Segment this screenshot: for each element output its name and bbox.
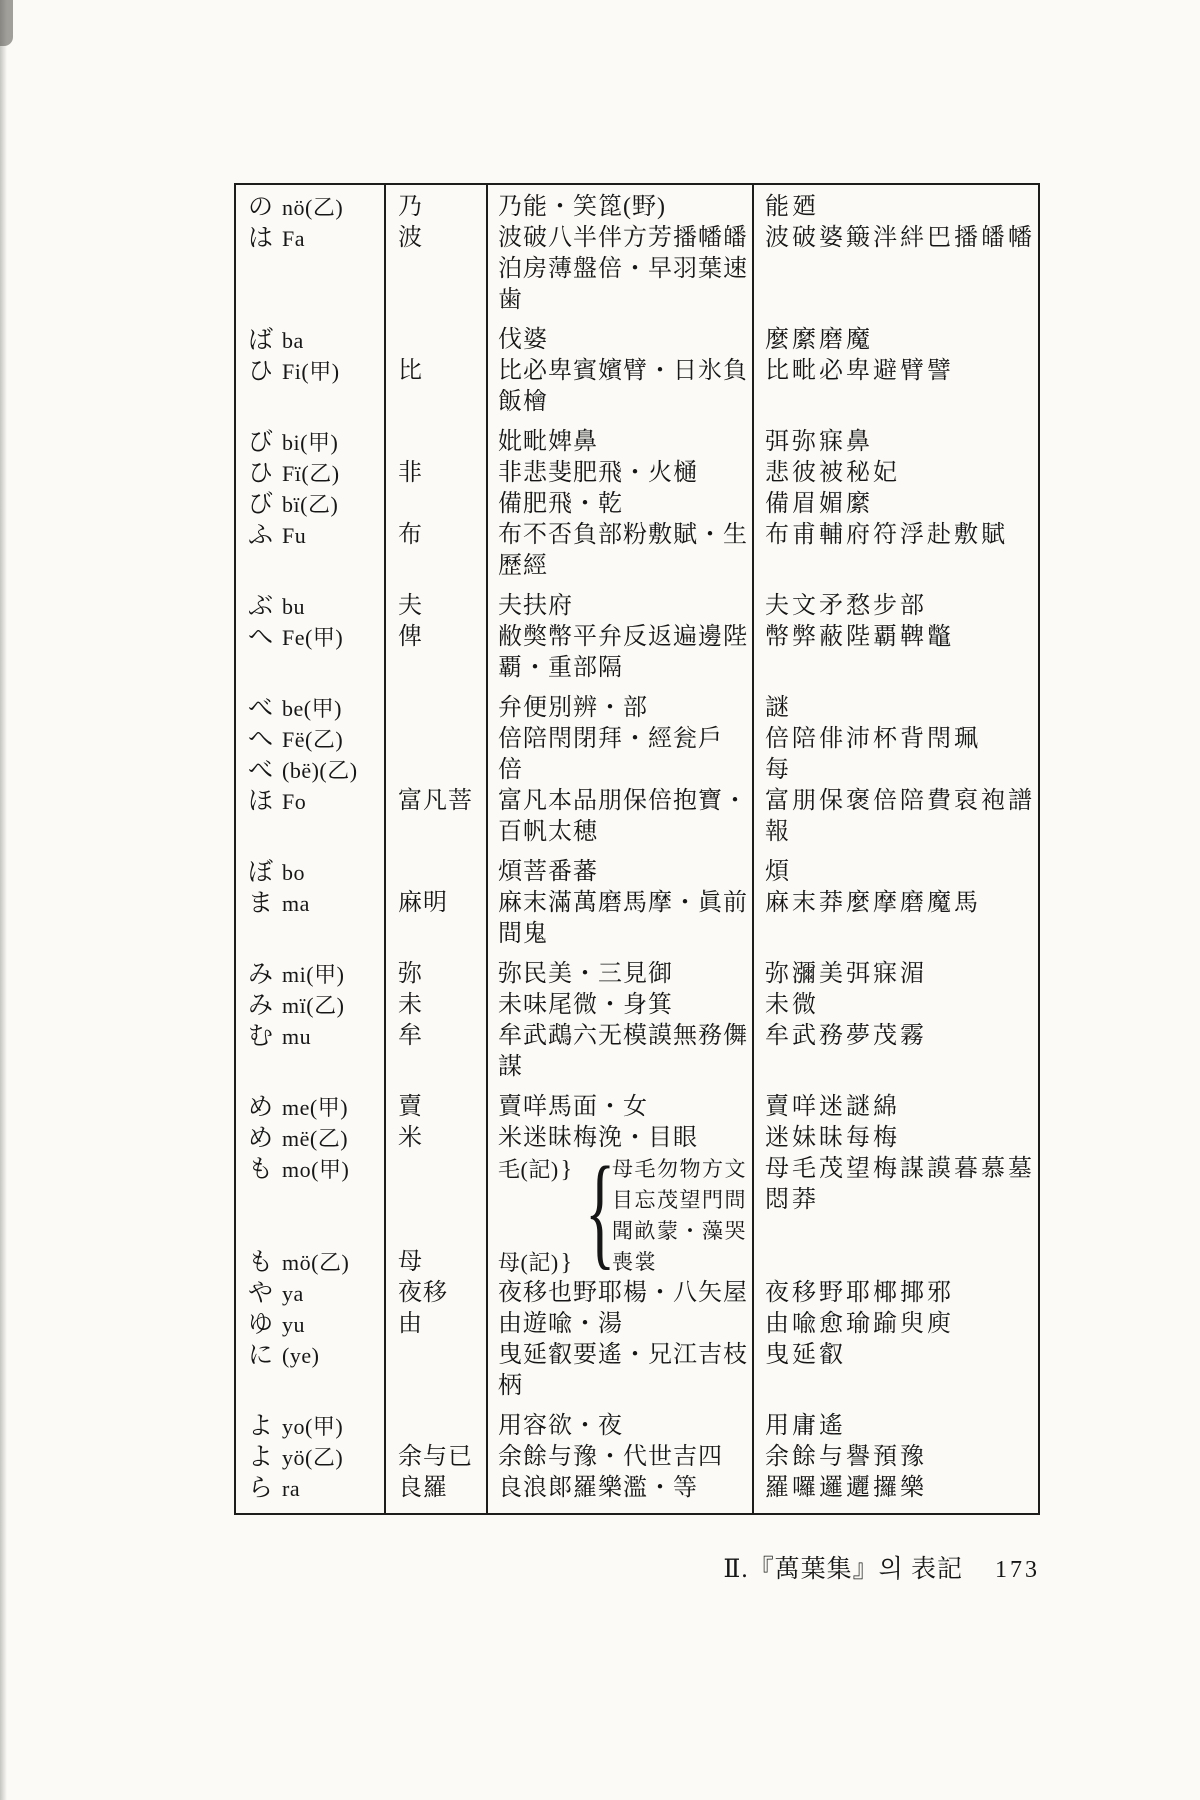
kana-label: む	[248, 1023, 274, 1050]
manyogana-list-cell: 曳延叡要遙・兄江吉枝柄	[498, 1342, 748, 1399]
kana-cell	[248, 591, 305, 625]
manyogana-list-cell: 夜移也野耶楊・八矢屋	[498, 1280, 748, 1306]
kana-cell	[248, 1278, 304, 1312]
shoki-chars-cell: 弥瀰美弭寐湄	[765, 961, 927, 987]
source-chars-cell: 非	[398, 460, 423, 486]
romanization-label: yö(乙)	[282, 1445, 344, 1470]
manyogana-list-cell: 未味尾微・身箕	[498, 992, 673, 1018]
kana-cell	[248, 427, 338, 461]
table-row	[234, 1473, 1040, 1504]
shoki-chars-cell: 麻末莽麼摩磨魔馬	[765, 890, 981, 916]
kana-label: ぼ	[248, 859, 274, 886]
manyogana-list-cell: 倍陪閇閉拜・經瓮戶	[498, 726, 723, 752]
table-row	[234, 755, 1040, 786]
kana-cell	[248, 1092, 348, 1126]
romanization-label: me(甲)	[282, 1095, 349, 1120]
shoki-chars-cell: 富朋保褒倍陪費裒袍譜報	[765, 788, 1035, 845]
shoki-chars-cell: 迷妹昧每梅	[765, 1125, 900, 1151]
kana-cell	[248, 959, 344, 993]
kana-label: や	[248, 1280, 274, 1307]
table-row	[234, 857, 1040, 888]
manyogana-list-cell: 由遊喩・湯	[498, 1311, 623, 1337]
table-row	[234, 1142, 1040, 1281]
kana-label: よ	[248, 1444, 274, 1471]
shoki-chars-cell: 每	[765, 757, 792, 783]
kana-label: べ	[248, 695, 274, 722]
source-chars-cell: 俾	[398, 624, 423, 650]
kana-cell	[248, 755, 358, 789]
kana-cell	[248, 356, 340, 390]
source-chars-cell: 富凡菩	[398, 788, 473, 814]
kana-label: ゆ	[248, 1311, 274, 1338]
manyogana-list-cell: 布不否負部粉敷賦・生歷經	[498, 522, 748, 579]
kana-cell	[248, 192, 343, 226]
manyogana-table	[234, 183, 1040, 1515]
table-row	[234, 489, 1040, 520]
kana-label: ぶ	[248, 593, 274, 620]
manyogana-list-cell: 良浪郞羅樂濫・等	[498, 1475, 698, 1501]
shoki-chars-cell: 波破婆簸泮絆巴播皤幡	[765, 225, 1035, 251]
kana-label: ま	[248, 890, 274, 917]
romanization-label: Fë(乙)	[282, 727, 344, 752]
table-row	[234, 1278, 1040, 1309]
source-chars-cell: 未	[398, 992, 423, 1018]
table-row	[234, 1411, 1040, 1442]
shoki-chars-cell: 曳延叡	[765, 1342, 846, 1368]
table-row	[234, 427, 1040, 458]
manyogana-list-cell: 倍	[498, 757, 523, 783]
scan-corner-artifact	[0, 0, 13, 46]
kana-cell	[248, 1247, 349, 1281]
romanization-label: Fu	[282, 523, 307, 548]
kana-cell	[248, 458, 340, 492]
shoki-chars-cell: 弭弥寐鼻	[765, 429, 873, 455]
shoki-chars-cell: 余餘与譽預豫	[765, 1444, 927, 1470]
source-chars-cell: 夫	[398, 593, 423, 619]
kana-label: め	[248, 1125, 274, 1152]
kana-label: ひ	[248, 358, 274, 385]
source-chars-cell: 波	[398, 225, 423, 251]
kana-label: び	[248, 429, 274, 456]
romanization-label: Fï(乙)	[282, 461, 340, 486]
manyogana-list-cell: 伐婆	[498, 327, 548, 353]
shoki-chars-cell: 未微	[765, 992, 819, 1018]
table-row	[234, 888, 1040, 950]
table-row	[234, 1123, 1040, 1154]
manyogana-list-cell: 敝獘幣平弁反返遍邊陛覇・重部隔	[498, 624, 748, 681]
romanization-label: mï(乙)	[282, 993, 345, 1018]
table-row	[234, 223, 1040, 316]
manyogana-list-cell: 用容欲・夜	[498, 1413, 623, 1439]
manyogana-list-cell: 備肥飛・乾	[498, 491, 623, 517]
manyogana-list-cell: 非悲斐肥飛・火樋	[498, 460, 698, 486]
kana-label: め	[248, 1094, 274, 1121]
manyogana-list-cell: 波破八半伴方芳播幡皤泊房薄盤倍・早羽葉速歯	[498, 225, 748, 313]
kana-label: は	[248, 225, 274, 252]
table-row	[234, 622, 1040, 684]
source-chars-cell: 比	[398, 358, 423, 384]
manyogana-list-cell: 夫扶府	[498, 593, 573, 619]
table-row	[234, 325, 1040, 356]
romanization-label: ya	[282, 1281, 304, 1306]
kana-cell	[248, 693, 342, 727]
romanization-label: bi(甲)	[282, 430, 339, 455]
shared-manyogana-list: 母毛勿物方文目忘茂望門問聞畝蒙・藻哭喪裳	[612, 1157, 747, 1274]
kana-label: も	[248, 1156, 274, 1183]
romanization-label: ba	[282, 328, 304, 353]
table-row	[234, 1309, 1040, 1340]
romanization-label: bo	[282, 860, 306, 885]
scan-edge-artifact	[0, 0, 7, 1800]
shoki-chars-cell: 用庸遙	[765, 1413, 846, 1439]
shoki-chars-cell: 布甫輔府符浮赴敷賦	[765, 522, 1008, 548]
table-row	[234, 356, 1040, 418]
table-row	[234, 990, 1040, 1021]
romanization-label: ra	[282, 1476, 301, 1501]
kana-cell	[248, 857, 305, 891]
closing-brace: }	[560, 1157, 573, 1183]
kana-label: よ	[248, 1413, 274, 1440]
romanization-label: yu	[282, 1312, 306, 1337]
table-row	[234, 786, 1040, 848]
kana-label: み	[248, 961, 274, 988]
romanization-label: bu	[282, 594, 306, 619]
manyogana-list-cell: 乃能・笑箆(野)	[498, 194, 666, 220]
kana-label: ば	[248, 327, 274, 354]
source-chars-cell: 米	[398, 1125, 423, 1151]
romanization-label: be(甲)	[282, 696, 342, 721]
shoki-chars-cell: 夫文矛愗步部	[765, 593, 927, 619]
romanization-label: më(乙)	[282, 1126, 349, 1151]
kana-cell	[248, 990, 344, 1024]
kana-label: び	[248, 491, 274, 518]
table-row	[234, 693, 1040, 724]
shoki-chars-cell: 倍陪俳沛杯背閇珮	[765, 726, 981, 752]
shoki-chars-cell: 賣咩迷謎綿	[765, 1094, 900, 1120]
romanization-label: Fe(甲)	[282, 625, 344, 650]
manyogana-list-cell: 余餘与豫・代世吉四	[498, 1444, 723, 1470]
kana-label: に	[248, 1342, 274, 1369]
table-row	[234, 591, 1040, 622]
record-label-bottom: 母(記)}	[498, 1250, 573, 1276]
shoki-chars-cell: 煩	[765, 859, 792, 885]
source-chars-cell: 余与已	[398, 1444, 473, 1470]
manyogana-list-cell: 米迷昧梅浼・目眼	[498, 1125, 698, 1151]
kana-cell	[248, 1309, 305, 1343]
manyogana-list-cell: 煩菩番蕃	[498, 859, 598, 885]
kana-label: ふ	[248, 522, 274, 549]
footer-section-number: Ⅱ.	[723, 1556, 749, 1583]
table-row	[234, 192, 1040, 223]
source-chars-cell: 弥	[398, 961, 423, 987]
table-row	[234, 1021, 1040, 1083]
shoki-chars-cell: 備眉媚縻	[765, 491, 873, 517]
kana-cell	[248, 1473, 300, 1507]
kana-cell	[248, 1154, 349, 1188]
shoki-chars-cell: 牟武務夢茂霧	[765, 1023, 927, 1049]
romanization-label: yo(甲)	[282, 1414, 344, 1439]
romanization-label: Fi(甲)	[282, 359, 340, 384]
manyogana-list-cell: 賣咩馬面・女	[498, 1094, 648, 1120]
manyogana-list-cell: 麻末滿萬磨馬摩・眞前間鬼	[498, 890, 748, 947]
shoki-chars-cell: 幣弊蔽陛覇鞞鼈	[765, 624, 954, 650]
table-row	[234, 724, 1040, 755]
shoki-chars-cell: 比毗必卑避臂譬	[765, 358, 954, 384]
kana-cell	[248, 1021, 311, 1055]
source-chars-cell: 由	[398, 1311, 423, 1337]
manyogana-list-cell: 比必卑賓嬪臂・日氷負飯檜	[498, 358, 748, 415]
romanization-label: mo(甲)	[282, 1157, 350, 1182]
shoki-chars-cell: 悲彼被秘妃	[765, 460, 900, 486]
romanization-label: (ye)	[282, 1343, 320, 1368]
kana-cell	[248, 724, 343, 758]
kana-label: ひ	[248, 460, 274, 487]
table-row	[234, 520, 1040, 582]
kana-cell	[248, 786, 306, 820]
group-brace: {	[585, 1142, 616, 1281]
kana-label: ら	[248, 1475, 274, 1502]
manyogana-list-cell: 妣毗婢鼻	[498, 429, 598, 455]
kana-label: へ	[248, 624, 274, 651]
table-row	[234, 1340, 1040, 1402]
kana-cell	[248, 223, 305, 257]
page-footer	[234, 1549, 1040, 1585]
shoki-chars-cell: 由喩愈瑜踰臾庾	[765, 1311, 954, 1337]
romanization-label: mö(乙)	[282, 1250, 350, 1275]
romanization-label: nö(乙)	[282, 195, 344, 220]
record-label-top: 毛(記)}	[498, 1157, 573, 1183]
romanization-label: ma	[282, 891, 310, 916]
source-chars-cell: 布	[398, 522, 423, 548]
romanization-label: Fa	[282, 226, 306, 251]
source-chars-cell: 賣	[398, 1094, 423, 1120]
source-chars-cell: 麻明	[398, 890, 448, 916]
manyogana-list-cell: 富凡本品朋保倍抱寶・百帆太穂	[498, 788, 748, 845]
romanization-label: mi(甲)	[282, 962, 345, 987]
kana-label: み	[248, 992, 274, 1019]
romanization-label: bï(乙)	[282, 492, 339, 517]
manyogana-list-cell: 弥民美・三見御	[498, 961, 673, 987]
table-row	[234, 959, 1040, 990]
manyogana-list-cell: 牟武鵡六无模謨無務儛謀	[498, 1023, 748, 1080]
kana-cell	[248, 1123, 348, 1157]
kana-cell	[248, 1442, 343, 1476]
shoki-chars-cell: 謎	[765, 695, 792, 721]
romanization-label: (bë)(乙)	[282, 758, 358, 783]
shoki-chars-cell: 母毛茂望梅謀謨暮慕墓悶莽	[765, 1156, 1035, 1213]
kana-cell	[248, 622, 343, 656]
source-chars-cell: 良羅	[398, 1475, 448, 1501]
kana-label: べ	[248, 757, 274, 784]
romanization-label: mu	[282, 1024, 312, 1049]
shoki-chars-cell: 能廼	[765, 194, 819, 220]
kana-cell	[248, 888, 310, 922]
kana-cell	[248, 325, 304, 359]
kana-cell	[248, 1340, 319, 1374]
footer-title: 『萬葉集』의 表記	[748, 1556, 963, 1583]
kana-label: も	[248, 1249, 274, 1276]
kana-label: ほ	[248, 788, 274, 815]
shoki-chars-cell: 麼縻磨魔	[765, 327, 873, 353]
closing-brace: }	[560, 1250, 573, 1276]
source-chars-cell: 母	[398, 1249, 423, 1275]
kana-cell	[248, 489, 338, 523]
source-chars-cell: 乃	[398, 194, 423, 220]
kana-cell	[248, 520, 306, 554]
kana-label: へ	[248, 726, 274, 753]
source-chars-cell: 夜移	[398, 1280, 448, 1306]
table-row	[234, 1442, 1040, 1473]
footer-page-number: 173	[995, 1557, 1040, 1583]
kana-label: の	[248, 194, 274, 221]
table-row	[234, 458, 1040, 489]
kana-cell	[248, 1411, 343, 1445]
romanization-label: Fo	[282, 789, 307, 814]
shoki-chars-cell: 羅囉邏邐攞樂	[765, 1475, 927, 1501]
manyogana-list-cell: 弁便別辨・部	[498, 695, 648, 721]
table-row	[234, 1092, 1040, 1123]
source-chars-cell: 牟	[398, 1023, 423, 1049]
shoki-chars-cell: 夜移野耶椰揶邪	[765, 1280, 954, 1306]
